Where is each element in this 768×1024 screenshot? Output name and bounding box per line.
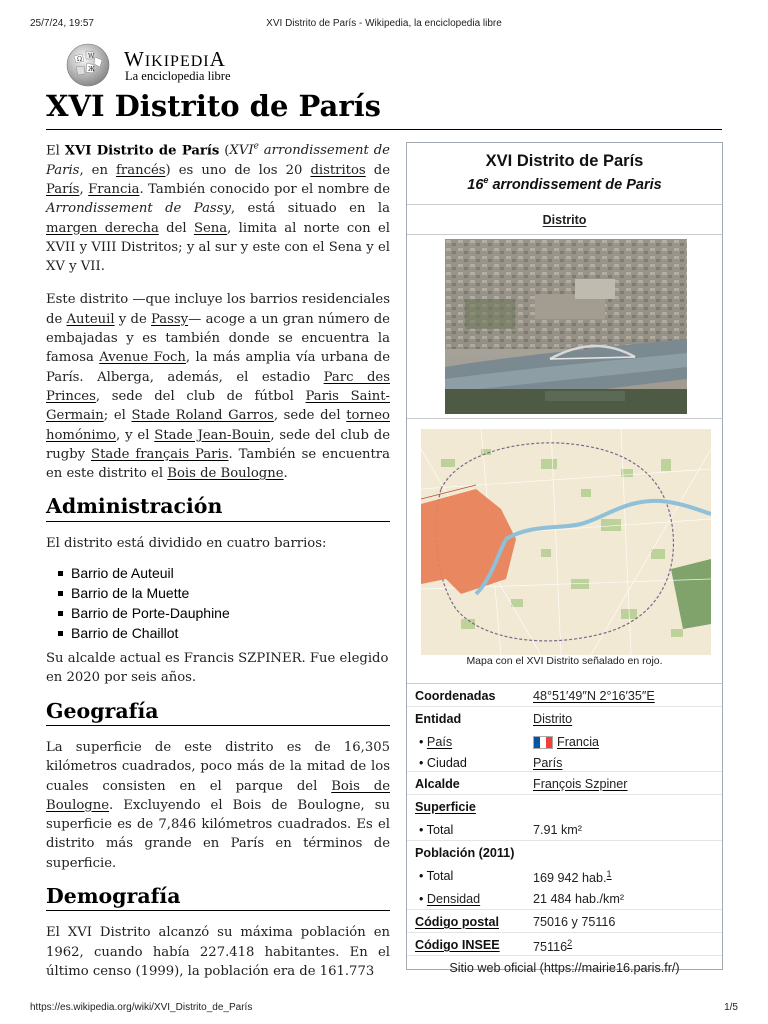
infobox (406, 142, 723, 975)
barrios-list (46, 563, 390, 643)
wikipedia-wordmark: WIKIPEDIA (124, 47, 226, 71)
link-passy[interactable]: Passy (151, 311, 189, 327)
row-poblacion-total: • Total 169 942 hab.$^1$ (419, 869, 612, 886)
description-paragraph: Este distrito —que incluye los barrios residenciales de Auteuil y de Passy— acoge a un gran número de embajadas y es también donde se encuentra la famosa Avenue Foch, la más amplia vía urbana de París. Alberga, además, el estadio Parc des Princes, sede del club de fútbol Paris Saint-Germain; el Stade Roland Garros, sede del torneo homónimo, y el Stade Jean-Bouin, sede del club de rugby Stade français Paris. También se encuentra en este distrito el Bois de Boulogne. (46, 292, 391, 482)
wikipedia-logo[interactable] (64, 42, 254, 88)
alcalde-link[interactable]: François Szpiner (533, 777, 628, 791)
link-distritos[interactable]: distritos (310, 162, 366, 178)
coordinates-link[interactable]: 48°51′49″N 2°16′35″E (533, 689, 655, 703)
infobox-type[interactable]: Distrito (407, 205, 722, 235)
link-auteuil[interactable]: Auteuil (66, 311, 115, 327)
row-codigo-insee: Código INSEE 75116$^2$ (407, 933, 722, 956)
list-item: Barrio de la Muette (46, 583, 390, 603)
print-title: XVI Distrito de París - Wikipedia, la enciclopedia libre (266, 18, 502, 29)
row-poblacion: Población (2011) (415, 846, 515, 860)
infobox-header (407, 143, 722, 205)
superficie-value: 7.91 km² (533, 823, 582, 837)
link-francia[interactable]: Francia (88, 181, 140, 197)
infobox-subtitle: 16e arrondissement de Paris (467, 175, 662, 193)
infobox-title: XVI Distrito de París (485, 152, 644, 170)
pais-link[interactable]: Francia (557, 735, 599, 749)
wikipedia-tagline: La enciclopedia libre (125, 69, 231, 83)
link-sena[interactable]: Sena (193, 220, 228, 236)
page-title: XVI Distrito de París (46, 86, 722, 130)
admin-intro: El distrito está dividido en cuatro barrios: (46, 535, 327, 551)
ciudad-link[interactable]: París (533, 756, 563, 770)
aerial-photo-image (445, 239, 687, 414)
link-avenue-foch[interactable]: Avenue Foch (99, 350, 186, 366)
geo-paragraph: La superficie de este distrito es de 16,305 kilómetros cuadrados, poco más de la mitad de los cuales consisten en el parque del Bois de Boulogne. Excluyendo el Bois de Boulogne, su superficie es de 7,846 kilómetros cuadrados. Es el distrito más grande en París en términos de superficie. (46, 739, 390, 871)
page-number: 1/5 (724, 1002, 738, 1013)
heading-demografia: Demografía (46, 887, 390, 911)
row-alcalde: Alcalde François Szpiner (407, 772, 722, 795)
link-psg[interactable]: Paris Saint-Germain (46, 388, 390, 424)
row-ciudad: • Ciudad París (407, 751, 722, 772)
district-map-image (421, 429, 711, 655)
aerial-photo[interactable] (407, 235, 722, 419)
codigo-insee-link[interactable]: Código INSEE (415, 938, 500, 952)
heading-administracion: Administración (46, 497, 390, 521)
row-coordenadas: Coordenadas 48°51′49″N 2°16′35″E (407, 684, 722, 707)
row-superficie-total: • Total 7.91 km² (407, 818, 722, 841)
print-header (30, 18, 738, 32)
entidad-link[interactable]: Distrito (533, 712, 573, 726)
row-codigo-postal: Código postal 75016 y 75116 (407, 910, 722, 933)
print-url: https://es.wikipedia.org/wiki/XVI_Distrito_de_París (30, 1002, 253, 1013)
list-item: Barrio de Chaillot (46, 623, 390, 643)
link-roland-garros[interactable]: Stade Roland Garros (131, 408, 274, 424)
link-bois-de-boulogne-2[interactable]: Bois de Boulogne (46, 778, 390, 813)
svg-text:Ж: Ж (88, 66, 95, 73)
demo-paragraph: El XVI Distrito alcanzó su máxima población en 1962, cuando había 227.418 habitantes. En el último censo (1999), la población era de 161.773 (46, 925, 390, 979)
superficie-link[interactable]: Superficie (415, 800, 476, 814)
link-margen-derecha[interactable]: margen derecha (46, 220, 159, 236)
print-date: 25/7/24, 19:57 (30, 18, 94, 29)
france-flag-icon (533, 736, 553, 749)
link-bois-de-boulogne[interactable]: Bois de Boulogne (167, 466, 284, 482)
row-superficie (407, 795, 722, 818)
row-entidad: Entidad Distrito (415, 712, 573, 726)
svg-text:W: W (88, 53, 95, 60)
codigo-postal-link[interactable]: Código postal (415, 915, 499, 929)
row-pais (407, 730, 722, 751)
link-torneo[interactable]: torneo homónimo (46, 408, 390, 443)
list-item: Barrio de Porte-Dauphine (46, 603, 390, 623)
link-paris[interactable]: París (46, 181, 80, 197)
wikipedia-globe-icon (64, 42, 114, 88)
mayor-paragraph: Su alcalde actual es Francis SZPINER. Fue elegido en 2020 por seis años. (46, 651, 389, 686)
ref-2[interactable]: 2 (567, 938, 573, 948)
link-stade-francais[interactable]: Stade français Paris (91, 446, 229, 462)
ref-1[interactable]: 1 (606, 869, 612, 879)
densidad-link[interactable]: Densidad (426, 892, 481, 906)
pais-label[interactable]: • País (419, 735, 453, 749)
link-frances[interactable]: francés (116, 162, 166, 178)
svg-text:Ω: Ω (77, 56, 82, 63)
article-body (46, 138, 390, 995)
map-caption: Mapa con el XVI Distrito señalado en rojo. (466, 655, 663, 667)
link-jean-bouin[interactable]: Stade Jean-Bouin (154, 427, 271, 443)
district-map[interactable] (407, 419, 722, 684)
link-parc-des-princes[interactable]: Parc des Princes (46, 369, 390, 404)
row-densidad: • Densidad 21 484 hab./km² (407, 887, 722, 910)
intro-paragraph: El XVI Distrito de París (XVIe arrondissement de Paris, en francés) es uno de los 20 distritos de París, Francia. También conocido por el nombre de Arrondissement de Passy, está situado en la margen derecha del Sena, limita al norte con el XVII y VIII Distritos; y al sur y este con el Sena y el XV y VII. (46, 142, 391, 275)
heading-geografia: Geografía (46, 702, 390, 726)
print-footer (30, 1002, 738, 1016)
website-link[interactable]: Sitio web oficial (https://mairie16.paris.fr/) (449, 961, 680, 975)
list-item: Barrio de Auteuil (46, 563, 390, 583)
